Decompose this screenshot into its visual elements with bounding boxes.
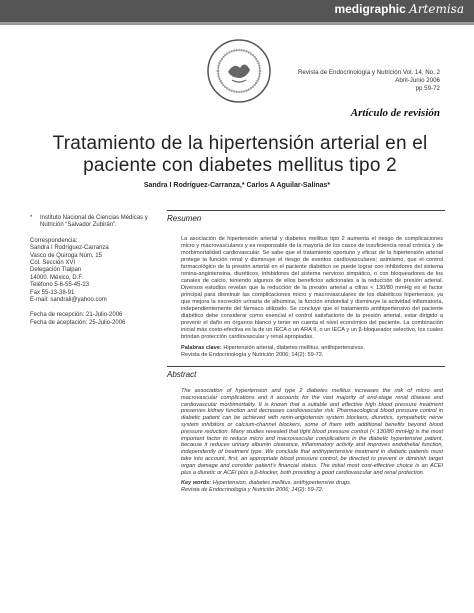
affiliation-star: * xyxy=(30,215,33,221)
article-title: Tratamiento de la hipertensión arterial en el paciente con diabetes mellitus tipo 2 xyxy=(52,133,428,176)
corr-line: Col. Sección XVI xyxy=(30,260,76,267)
brand-logo[interactable] xyxy=(334,2,464,16)
corr-line: 14000. México, D.F. xyxy=(30,274,84,281)
corr-line: Vasco de Quiroga Núm. 15 xyxy=(30,252,102,259)
brand-name: medigraphic xyxy=(334,2,406,16)
article-type: Artículo de revisión xyxy=(350,107,440,119)
resumen-text: La asociación de hipertensión arterial y diabetes mellitus tipo 2 aumenta el riesgo de complicaciones micro y macrovasculares y es responsable de la mayoría de los casos de insuficiencia renal crónica y de morbimortalidad cardiovascular. Se sabe que el tratamiento oportuno y eficaz de la hipertensión arterial protege la función renal y disminuye el riesgo de eventos cardiovasculares; asimismo, que el control farmacológico de la presión arterial en el paciente diabético se puede lograr con inhibidores del sistema renina-angiotensina, diuréticos, inhibidores del sistema nervioso simpático, o con bloqueadores de los canales de calcio, teniendo algunos de ellos beneficios adicionales a la reducción de presión arterial. Diversos estudios revelan que la reducción de la presión arterial a cifras < 130/80 mmHg es el factor principal para disminuir las complicaciones micro y macrovasculares de los diabéticos hipertensos, ya que mejora la excreción urinaria de albúmina, la función endotelial y disminuye la actividad inflamatoria, independientemente del fármaco utilizado. Se concluye que el tratamiento antihipertensivo del paciente diabético debe considerar como esencial el control satisfactorio de la presión arterial, estar dirigido a prevenir el daño en órganos blanco y tener en cuenta el nivel económico del paciente. La combinación inicial más costo-efectiva es la de un IECA o un ARA II, o un IECA y un β-bloqueador selectivo, los cuales brindan protección cardiovascular y renal apropiadas. xyxy=(181,236,443,340)
top-banner-stripe xyxy=(0,22,474,25)
correspondence xyxy=(30,238,155,305)
resumen-header xyxy=(167,210,445,226)
affiliation xyxy=(30,215,155,230)
resumen-heading: Resumen xyxy=(167,210,445,226)
abstract-keywords-label: Key words: xyxy=(181,480,212,487)
resumen-section xyxy=(181,236,443,359)
resumen-keywords-text: Hipertensión arterial, diabetes mellitus, antihipertensivos. xyxy=(223,345,365,351)
article-authors: Sandra I Rodríguez-Carranza,* Carlos A Aguilar-Salinas* xyxy=(143,182,331,189)
correspondence-label: Correspondencia: xyxy=(30,237,78,244)
journal-volume: Revista de Endocrinología y Nutrición Vol. 14, No. 2 xyxy=(297,69,440,76)
accepted-date: Fecha de aceptación: 25-Julio-2006 xyxy=(30,319,126,326)
resumen-keywords-label: Palabras clave: xyxy=(181,345,222,351)
dates xyxy=(30,312,155,327)
sidebar xyxy=(30,215,155,327)
abstract-heading: Abstract xyxy=(167,366,445,382)
corr-line: Delegación Tlalpan xyxy=(30,267,82,274)
corr-line: Teléfono 5-6-55-45-23 xyxy=(30,282,90,289)
received-date: Fecha de recepción: 21-Julio-2006 xyxy=(30,312,123,319)
journal-pages: pp 59-72 xyxy=(415,85,440,92)
corr-line: Fax 55-13-38-91 xyxy=(30,289,75,296)
abstract-header xyxy=(167,366,445,382)
corr-line: Sandra I Rodríguez-Carranza xyxy=(30,245,109,252)
journal-info xyxy=(298,69,440,93)
abstract-keywords-text: Hypertension, diabetes mellitus, antihypertensive drugs. xyxy=(212,480,352,487)
resumen-keywords xyxy=(181,345,443,352)
journal-date: Abril-Junio 2006 xyxy=(395,77,440,84)
abstract-section xyxy=(181,388,443,494)
abstract-text: The association of hypertension and type 2 diabetes mellitus increases the risk of micro and macrovascular complications and it accounts for the vast majority of end-stage renal disease and cardiovascular morbimortality. It is known that a suitable and effective high blood pressure treatment preserves kidney function and decreases cardiovascular risk. Pharmacological blood pressure control in diabetic patient can be achieved with renin-angiotensin system blockers, diuretics, sympathetic nerve system inhibitors or calcium-channel blockers, some of them with additional benefits beyond blood pressure reduction. Many studies revealed that tight blood pressure control (< 130/80 mmHg) is the most important factor to reduce micro and macrovascular complications in the diabetic hypertensive patient, because it reduces urinary albumin clearance, inflammatory activity and improves endothelial function, independently of treatment type. We conclude that antihypertensive treatment in diabetic patients must take into account, first, an appropriate blood pressure control, be directed to prevent or diminish target organ damage and consider patient’s financial status. The initial most cost-effective choice is an ACEI plus a diuretic or ACEI plus a β-blocker, both providing a good cardiovascular and renal protection. xyxy=(181,388,443,476)
brand-script: Artemisa xyxy=(409,2,464,16)
affiliation-text: Instituto Nacional de Ciencias Médicas y Nutrición “Salvador Zubirán”. xyxy=(40,215,148,229)
journal-seal-icon xyxy=(206,38,272,104)
abstract-keywords xyxy=(181,480,443,487)
email-link[interactable]: E-mail: sandrali@yahoo.com xyxy=(30,297,107,304)
abstract-citation: Revista de Endocrinología y Nutrición 2006; 14(2): 59-72. xyxy=(181,487,324,494)
resumen-citation: Revista de Endocrinología y Nutrición 2006; 14(2): 59-72. xyxy=(181,352,324,358)
